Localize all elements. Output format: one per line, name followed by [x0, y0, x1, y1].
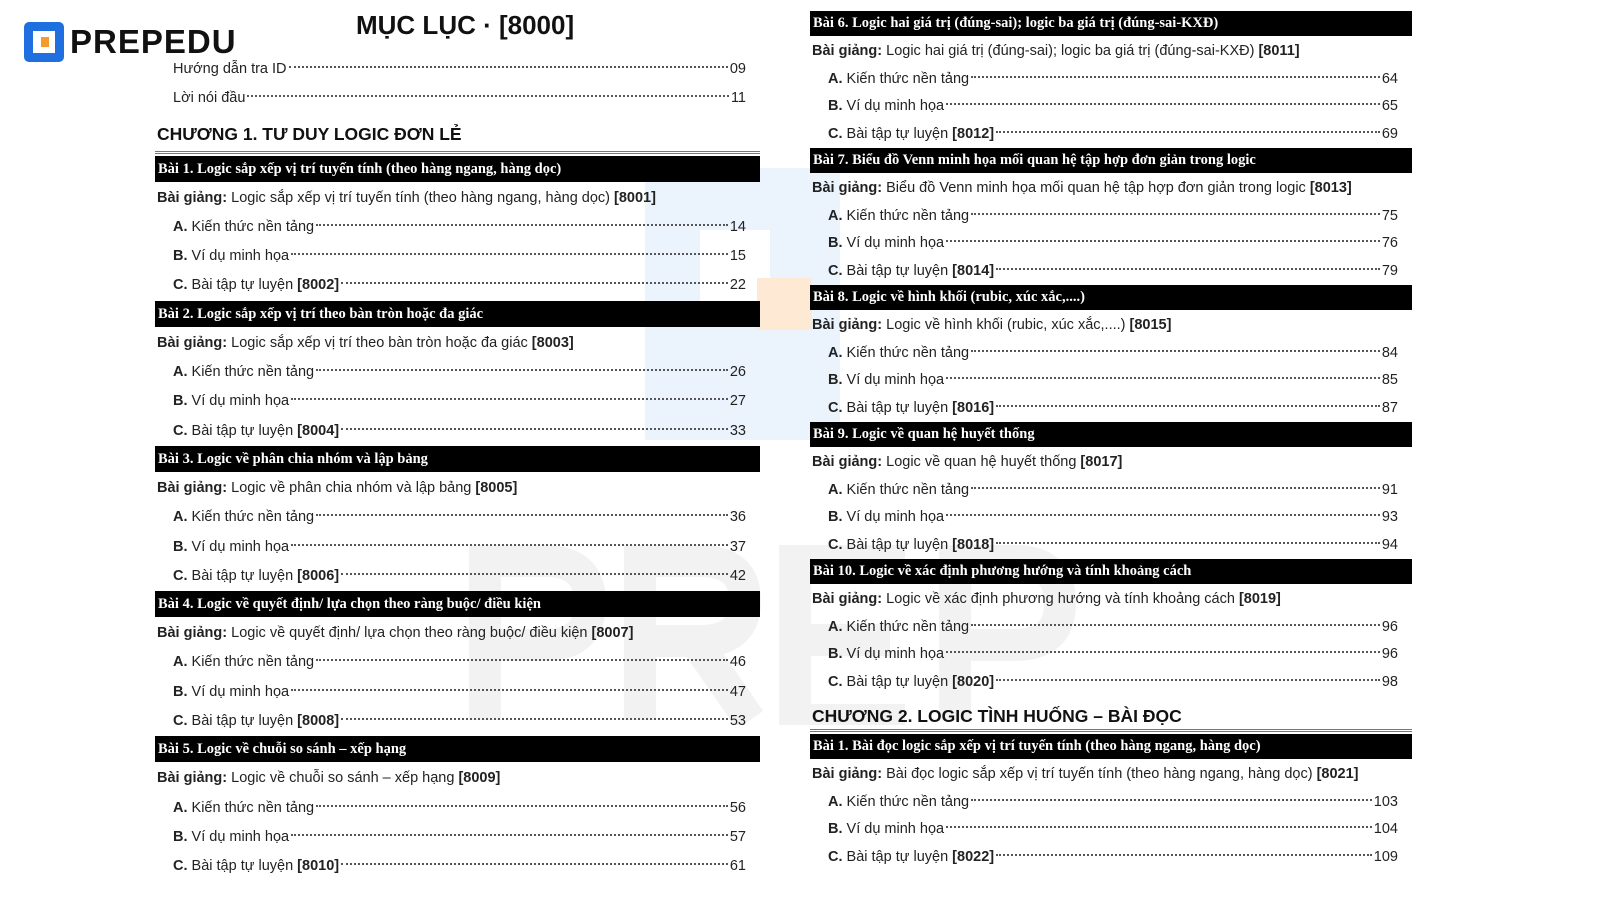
leader-dots — [291, 398, 728, 400]
entry-label: C. Bài tập tự luyện [8006] — [173, 567, 340, 584]
lecture-entry[interactable] — [810, 38, 1412, 66]
leader-dots — [996, 405, 1380, 407]
lecture-title: Logic sắp xếp vị trí theo bàn tròn hoặc đa giác — [231, 334, 528, 351]
leader-dots — [971, 799, 1372, 801]
toc-entry-b[interactable] — [810, 504, 1412, 532]
lecture-id: [8009] — [458, 770, 501, 787]
lecture-entry[interactable] — [810, 449, 1412, 477]
page-number: 103 — [1373, 793, 1398, 810]
entry-label: B. Ví dụ minh họa — [828, 98, 945, 114]
lecture-prefix: Bài giảng: — [812, 43, 883, 59]
lecture-title: Logic về quan hệ huyết thống — [886, 454, 1077, 470]
leader-dots — [289, 66, 728, 68]
toc-left-column — [155, 55, 760, 882]
leader-dots — [996, 542, 1380, 544]
lecture-title: Logic sắp xếp vị trí tuyến tính (theo hàng ngang, hàng dọc) — [231, 189, 610, 206]
page-number: 27 — [729, 393, 746, 410]
toc-entry-c[interactable] — [810, 532, 1412, 560]
lecture-entry[interactable] — [810, 175, 1412, 203]
lecture-title: Logic về chuỗi so sánh – xếp hạng — [231, 770, 455, 787]
toc-entry-c[interactable] — [810, 395, 1412, 423]
leader-dots — [946, 103, 1380, 105]
lesson-heading[interactable]: Bài 4. Logic về quyết định/ lựa chọn theo ràng buộc/ điều kiện — [155, 591, 760, 617]
toc-entry-b[interactable] — [810, 367, 1412, 395]
page-number: 79 — [1381, 262, 1398, 279]
lesson-heading[interactable]: Bài 6. Logic hai giá trị (đúng-sai); logic ba giá trị (đúng-sai-KXĐ) — [810, 11, 1412, 36]
page-number: 98 — [1381, 673, 1398, 690]
page-number: 104 — [1373, 821, 1398, 837]
lecture-title: Logic về quyết định/ lựa chọn theo ràng buộc/ điều kiện — [231, 625, 588, 642]
lecture-entry[interactable] — [810, 312, 1412, 340]
toc-entry-a[interactable] — [155, 213, 760, 242]
lecture-title: Biểu đồ Venn minh họa mối quan hệ tập hợp đơn giản trong logic — [886, 180, 1306, 196]
entry-label: A. Kiến thức nền tảng — [828, 793, 970, 810]
page-number: 87 — [1381, 399, 1398, 416]
lecture-id: [8001] — [614, 189, 656, 206]
leader-dots — [341, 573, 728, 575]
toc-entry-c[interactable] — [155, 562, 760, 591]
entry-label: B. Ví dụ minh họa — [828, 646, 945, 662]
leader-dots — [946, 240, 1380, 242]
toc-entry-b[interactable] — [155, 533, 760, 562]
toc-right-column — [810, 11, 1412, 871]
toc-entry-a[interactable] — [810, 614, 1412, 642]
page-number: 61 — [729, 858, 746, 875]
lecture-title: Logic về hình khối (rubic, xúc xắc,....) — [886, 317, 1126, 333]
logo-text: PREPEDU — [70, 23, 237, 60]
chapter-heading: CHƯƠNG 2. LOGIC TÌNH HUỐNG – BÀI ĐỌC — [810, 696, 1412, 732]
entry-label: C. Bài tập tự luyện [8020] — [828, 673, 995, 690]
lesson-heading[interactable]: Bài 8. Logic về hình khối (rubic, xúc xắc,....) — [810, 285, 1412, 310]
leader-dots — [971, 350, 1380, 352]
page-number: 96 — [1381, 618, 1398, 635]
leader-dots — [946, 651, 1380, 653]
toc-entry-a[interactable] — [155, 794, 760, 823]
entry-label: C. Bài tập tự luyện [8022] — [828, 848, 995, 865]
lecture-entry[interactable] — [155, 764, 760, 793]
entry-label: C. Bài tập tự luyện [8016] — [828, 399, 995, 416]
toc-entry-c[interactable] — [155, 707, 760, 736]
lecture-prefix: Bài giảng: — [812, 591, 883, 607]
entry-label: C. Bài tập tự luyện [8014] — [828, 262, 995, 279]
entry-label: C. Bài tập tự luyện [8008] — [173, 713, 340, 730]
lesson-heading[interactable]: Bài 9. Logic về quan hệ huyết thống — [810, 422, 1412, 447]
page-number: 36 — [729, 509, 746, 526]
entry-label: A. Kiến thức nền tảng — [828, 207, 970, 224]
entry-label: B. Ví dụ minh họa — [173, 393, 290, 410]
toc-entry-c[interactable] — [810, 844, 1412, 872]
toc-entry-a[interactable] — [810, 66, 1412, 94]
lecture-prefix: Bài giảng: — [157, 189, 228, 206]
lecture-title: Logic về xác định phương hướng và tính khoảng cách — [886, 591, 1235, 607]
lecture-id: [8015] — [1129, 317, 1172, 333]
entry-label: A. Kiến thức nền tảng — [173, 654, 315, 671]
leader-dots — [971, 624, 1380, 626]
page-number: 46 — [729, 654, 746, 671]
page-number: 75 — [1381, 207, 1398, 224]
entry-label: B. Ví dụ minh họa — [173, 828, 290, 845]
page-number: 91 — [1381, 481, 1398, 498]
toc-entry-a[interactable] — [810, 203, 1412, 231]
toc-entry[interactable] — [155, 84, 760, 113]
toc-entry-b[interactable] — [155, 387, 760, 416]
lecture-id: [8017] — [1080, 454, 1123, 470]
entry-label: A. Kiến thức nền tảng — [173, 799, 315, 816]
entry-label: C. Bài tập tự luyện [8004] — [173, 422, 340, 439]
page-number: 15 — [729, 248, 746, 265]
page-number: 37 — [729, 538, 746, 555]
lecture-id: [8019] — [1238, 591, 1281, 607]
leader-dots — [971, 213, 1380, 215]
lecture-prefix: Bài giảng: — [157, 479, 228, 496]
lecture-id: [8005] — [475, 479, 518, 496]
lecture-prefix: Bài giảng: — [157, 770, 228, 787]
entry-label: A. Kiến thức nền tảng — [173, 364, 315, 381]
toc-entry-c[interactable] — [155, 417, 760, 446]
toc-entry-a[interactable] — [155, 503, 760, 532]
page-number: 94 — [1381, 536, 1398, 553]
page-number: 57 — [729, 828, 746, 845]
entry-label: B. Ví dụ minh họa — [828, 372, 945, 388]
logo-icon — [24, 22, 64, 62]
leader-dots — [996, 268, 1380, 270]
toc-entry-c[interactable] — [155, 852, 760, 881]
lecture-entry[interactable] — [810, 586, 1412, 614]
page-number: 53 — [729, 713, 746, 730]
page-number: 85 — [1381, 372, 1398, 388]
toc-entry-c[interactable] — [810, 121, 1412, 149]
leader-dots — [946, 514, 1380, 516]
toc-entry-a[interactable] — [810, 340, 1412, 368]
toc-entry-a[interactable] — [155, 648, 760, 677]
toc-entry-a[interactable] — [810, 477, 1412, 505]
entry-label: B. Ví dụ minh họa — [173, 248, 290, 265]
lesson-heading[interactable]: Bài 1. Logic sắp xếp vị trí tuyến tính (theo hàng ngang, hàng dọc) — [155, 156, 760, 182]
lecture-prefix: Bài giảng: — [157, 334, 228, 351]
lecture-prefix: Bài giảng: — [812, 317, 883, 333]
lecture-id: [8011] — [1258, 43, 1300, 59]
lecture-id: [8013] — [1309, 180, 1352, 196]
lecture-entry[interactable] — [155, 329, 760, 358]
leader-dots — [996, 131, 1380, 133]
watermark-shape — [757, 278, 812, 330]
lecture-prefix: Bài giảng: — [812, 454, 883, 470]
lesson-heading[interactable]: Bài 7. Biểu đồ Venn minh họa mối quan hệ tập hợp đơn giản trong logic — [810, 148, 1412, 173]
lesson-heading[interactable]: Bài 10. Logic về xác định phương hướng và tính khoảng cách — [810, 559, 1412, 584]
page-number: 76 — [1381, 235, 1398, 251]
page-number: 14 — [729, 218, 746, 235]
entry-label: B. Ví dụ minh họa — [828, 235, 945, 251]
page-number: 96 — [1381, 646, 1398, 662]
lecture-id: [8003] — [531, 334, 574, 351]
lecture-entry[interactable] — [155, 474, 760, 503]
lecture-entry[interactable] — [810, 761, 1412, 789]
leader-dots — [291, 689, 728, 691]
lecture-title: Bài đọc logic sắp xếp vị trí tuyến tính (theo hàng ngang, hàng dọc) — [886, 766, 1313, 782]
entry-label: A. Kiến thức nền tảng — [828, 344, 970, 361]
entry-label: A. Kiến thức nền tảng — [173, 509, 315, 526]
page-number: 42 — [729, 567, 746, 584]
entry-label: A. Kiến thức nền tảng — [173, 218, 315, 235]
lecture-prefix: Bài giảng: — [812, 180, 883, 196]
leader-dots — [341, 718, 728, 720]
chapter-heading: CHƯƠNG 1. TƯ DUY LOGIC ĐƠN LẺ — [155, 114, 760, 154]
leader-dots — [946, 377, 1380, 379]
leader-dots — [316, 224, 728, 226]
page-number: 26 — [729, 364, 746, 381]
entry-label: B. Ví dụ minh họa — [173, 683, 290, 700]
lecture-entry[interactable] — [155, 619, 760, 648]
toc-entry-b[interactable] — [810, 641, 1412, 669]
page-number: 69 — [1381, 125, 1398, 142]
leader-dots — [341, 428, 728, 430]
entry-label: A. Kiến thức nền tảng — [828, 70, 970, 87]
toc-entry-a[interactable] — [810, 789, 1412, 817]
entry-label: B. Ví dụ minh họa — [173, 538, 290, 555]
lecture-id: [8007] — [591, 625, 634, 642]
toc-entry-b[interactable] — [810, 816, 1412, 844]
page-number: 22 — [729, 277, 746, 294]
page-title: MỤC LỤC · [8000] — [356, 10, 575, 40]
toc-entry-c[interactable] — [155, 271, 760, 300]
leader-dots — [971, 76, 1380, 78]
leader-dots — [341, 282, 728, 284]
lesson-heading[interactable]: Bài 2. Logic sắp xếp vị trí theo bàn tròn hoặc đa giác — [155, 301, 760, 327]
lesson-heading[interactable]: Bài 5. Logic về chuỗi so sánh – xếp hạng — [155, 736, 760, 762]
toc-entry-c[interactable] — [810, 258, 1412, 286]
lecture-entry[interactable] — [155, 184, 760, 213]
toc-entry-c[interactable] — [810, 669, 1412, 697]
leader-dots — [996, 679, 1380, 681]
leader-dots — [291, 253, 728, 255]
toc-entry-b[interactable] — [155, 242, 760, 271]
leader-dots — [247, 95, 729, 97]
page-number: 11 — [730, 90, 746, 107]
toc-entry-b[interactable] — [155, 823, 760, 852]
toc-entry-b[interactable] — [810, 230, 1412, 258]
toc-entry[interactable] — [155, 55, 760, 84]
entry-label: C. Bài tập tự luyện [8018] — [828, 536, 995, 553]
entry-label: A. Kiến thức nền tảng — [828, 618, 970, 635]
leader-dots — [971, 487, 1380, 489]
leader-dots — [341, 863, 728, 865]
page-number: 56 — [729, 799, 746, 816]
lecture-id: [8021] — [1316, 766, 1359, 782]
leader-dots — [291, 834, 728, 836]
leader-dots — [291, 544, 728, 546]
toc-entry-b[interactable] — [155, 678, 760, 707]
entry-label: C. Bài tập tự luyện [8012] — [828, 125, 995, 142]
toc-entry-b[interactable] — [810, 93, 1412, 121]
page-number: 47 — [729, 683, 746, 700]
page-number: 84 — [1381, 344, 1398, 361]
lecture-prefix: Bài giảng: — [157, 625, 228, 642]
page-number: 33 — [729, 422, 746, 439]
lecture-title: Logic về phân chia nhóm và lập bảng — [231, 479, 472, 496]
leader-dots — [316, 805, 728, 807]
entry-label: B. Ví dụ minh họa — [828, 821, 945, 837]
leader-dots — [316, 659, 728, 661]
entry-label: C. Bài tập tự luyện [8002] — [173, 277, 340, 294]
lecture-prefix: Bài giảng: — [812, 766, 883, 782]
lesson-heading[interactable]: Bài 1. Bài đọc logic sắp xếp vị trí tuyến tính (theo hàng ngang, hàng dọc) — [810, 734, 1412, 759]
page-number: 65 — [1381, 98, 1398, 114]
toc-entry-a[interactable] — [155, 358, 760, 387]
leader-dots — [316, 369, 728, 371]
entry-label: Hướng dẫn tra ID — [173, 61, 287, 77]
leader-dots — [946, 826, 1372, 828]
entry-label: Lời nói đầu — [173, 90, 246, 107]
leader-dots — [316, 514, 728, 516]
leader-dots — [996, 854, 1372, 856]
lesson-heading[interactable]: Bài 3. Logic về phân chia nhóm và lập bảng — [155, 446, 760, 472]
entry-label: B. Ví dụ minh họa — [828, 509, 945, 525]
page-number: 64 — [1381, 70, 1398, 87]
entry-label: C. Bài tập tự luyện [8010] — [173, 858, 340, 875]
page-number: 09 — [729, 61, 746, 77]
page-number: 93 — [1381, 509, 1398, 525]
page-number: 109 — [1373, 848, 1398, 865]
prepedu-logo — [24, 22, 237, 62]
lecture-title: Logic hai giá trị (đúng-sai); logic ba giá trị (đúng-sai-KXĐ) — [886, 43, 1255, 59]
entry-label: A. Kiến thức nền tảng — [828, 481, 970, 498]
